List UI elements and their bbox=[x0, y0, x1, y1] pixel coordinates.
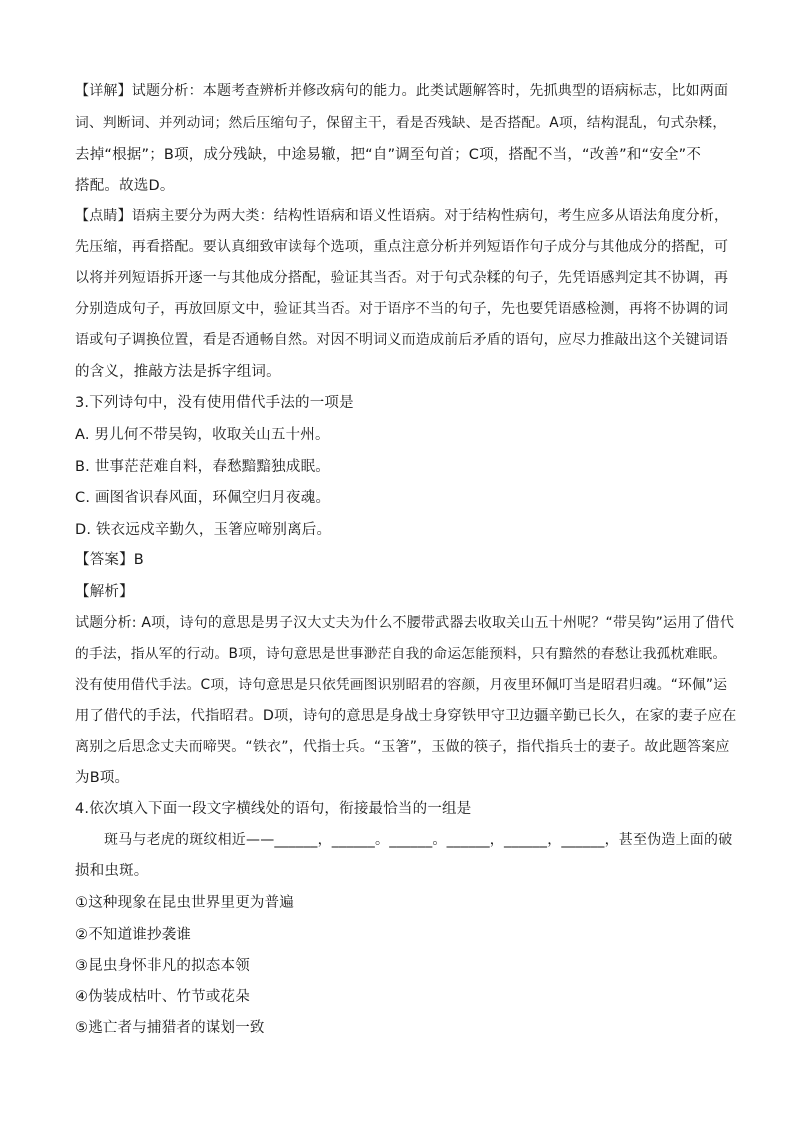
tip-line: 【点睛】语病主要分为两大类：结构性语病和语义性语病。对于结构性病句，考生应多从语法角度分析， bbox=[75, 208, 729, 224]
analysis2-line: 【详解】试题分析：本题考查辨析并修改病句的能力。此类试题解答时，先抓典型的语病标志，比如两面 bbox=[75, 83, 729, 99]
q4-item-2: ②不知道谁抄袭谁 bbox=[75, 927, 192, 943]
q3-option-d: D. 铁衣远戍辛勤久，玉箸应啼别离后。 bbox=[75, 522, 332, 538]
q4-item-5: ⑤逃亡者与捕猎者的谋划一致 bbox=[75, 1020, 265, 1036]
tip-line: 语或句子调换位置，看是否通畅自然。对因不明词义而造成前后矛盾的语句，应尽力推敲出这个关键词语 bbox=[75, 332, 729, 348]
q3-analysis-line: 用了借代的手法，代指昭君。D项，诗句的意思是身战士身穿铁甲守卫边疆辛勤已长久，在家的妻子应在 bbox=[75, 708, 737, 724]
q3-analysis-line: 试题分析: A项，诗句的意思是男子汉大丈夫为什么不腰带武器去收取关山五十州呢？“带吴钩”运用了借代 bbox=[75, 615, 735, 631]
tip-line: 先压缩，再看搭配。要认真细致审读每个选项，重点注意分析并列短语作句子成分与其他成分的搭配，可 bbox=[75, 239, 729, 255]
tip-line: 以将并列短语拆开逐一与其他成分搭配，验证其当否。对于句式杂糅的句子，先凭语感判定其不协调，再 bbox=[75, 270, 729, 286]
analysis2-line: 去掉“根据”；B项，成分残缺，中途易辙，把“自”调至句首；C项，搭配不当，“改善”和“安全”不 bbox=[75, 147, 702, 163]
tip-line: 的含义，推敲方法是拆字组词。 bbox=[75, 364, 281, 380]
q3-option-a: A. 男儿何不带吴钩，收取关山五十州。 bbox=[75, 427, 330, 443]
q3-question: 3.下列诗句中，没有使用借代手法的一项是 bbox=[75, 395, 354, 411]
q3-option-b: B. 世事茫茫难自料，春愁黯黯独成眠。 bbox=[75, 459, 330, 475]
q4-item-3: ③昆虫身怀非凡的拟态本领 bbox=[75, 958, 250, 974]
q3-analysis-line: 为B项。 bbox=[75, 770, 130, 786]
analysis2-line: 搭配。故选D。 bbox=[75, 178, 175, 194]
q3-answer: 【答案】B bbox=[75, 552, 144, 568]
analysis2-line: 词、判断词、并列动词；然后压缩句子，保留主干，看是否残缺、是否搭配。A项，结构混乱，句式杂糅， bbox=[75, 115, 727, 131]
q4-passage-line: 斑马与老虎的斑纹相近——______，______。______。______，______，______，甚至伪造上面的破 bbox=[104, 832, 733, 848]
q3-analysis-line: 的手法，指从军的行动。B项，诗句意思是世事渺茫自我的命运怎能预料，只有黯然的春愁让我孤枕难眠。 bbox=[75, 646, 727, 662]
q4-item-4: ④伪装成枯叶、竹节或花朵 bbox=[75, 989, 250, 1005]
q3-analysis-line: 离别之后思念丈夫而啼哭。“铁衣”，代指士兵。“玉箸”，玉做的筷子，指代指兵士的妻子。故此题答案应 bbox=[75, 739, 730, 755]
q3-analysis-line: 没有使用借代手法。C项，诗句意思是只依凭画图识别昭君的容颜，月夜里环佩叮当是昭君归魂。“环佩”运 bbox=[75, 677, 728, 693]
tip-line: 分别造成句子，再放回原文中，验证其当否。对于语序不当的句子，先也要凭语感检测，再将不协调的词 bbox=[75, 301, 729, 317]
q4-item-1: ①这种现象在昆虫世界里更为普遍 bbox=[75, 895, 294, 911]
q3-analysis-heading: 【解析】 bbox=[75, 584, 134, 600]
q3-option-c: C. 画图省识春风面，环佩空归月夜魂。 bbox=[75, 490, 331, 506]
q4-question: 4.依次填入下面一段文字横线处的语句，衔接最恰当的一组是 bbox=[75, 801, 472, 817]
q4-passage-line: 损和虫斑。 bbox=[75, 863, 149, 879]
